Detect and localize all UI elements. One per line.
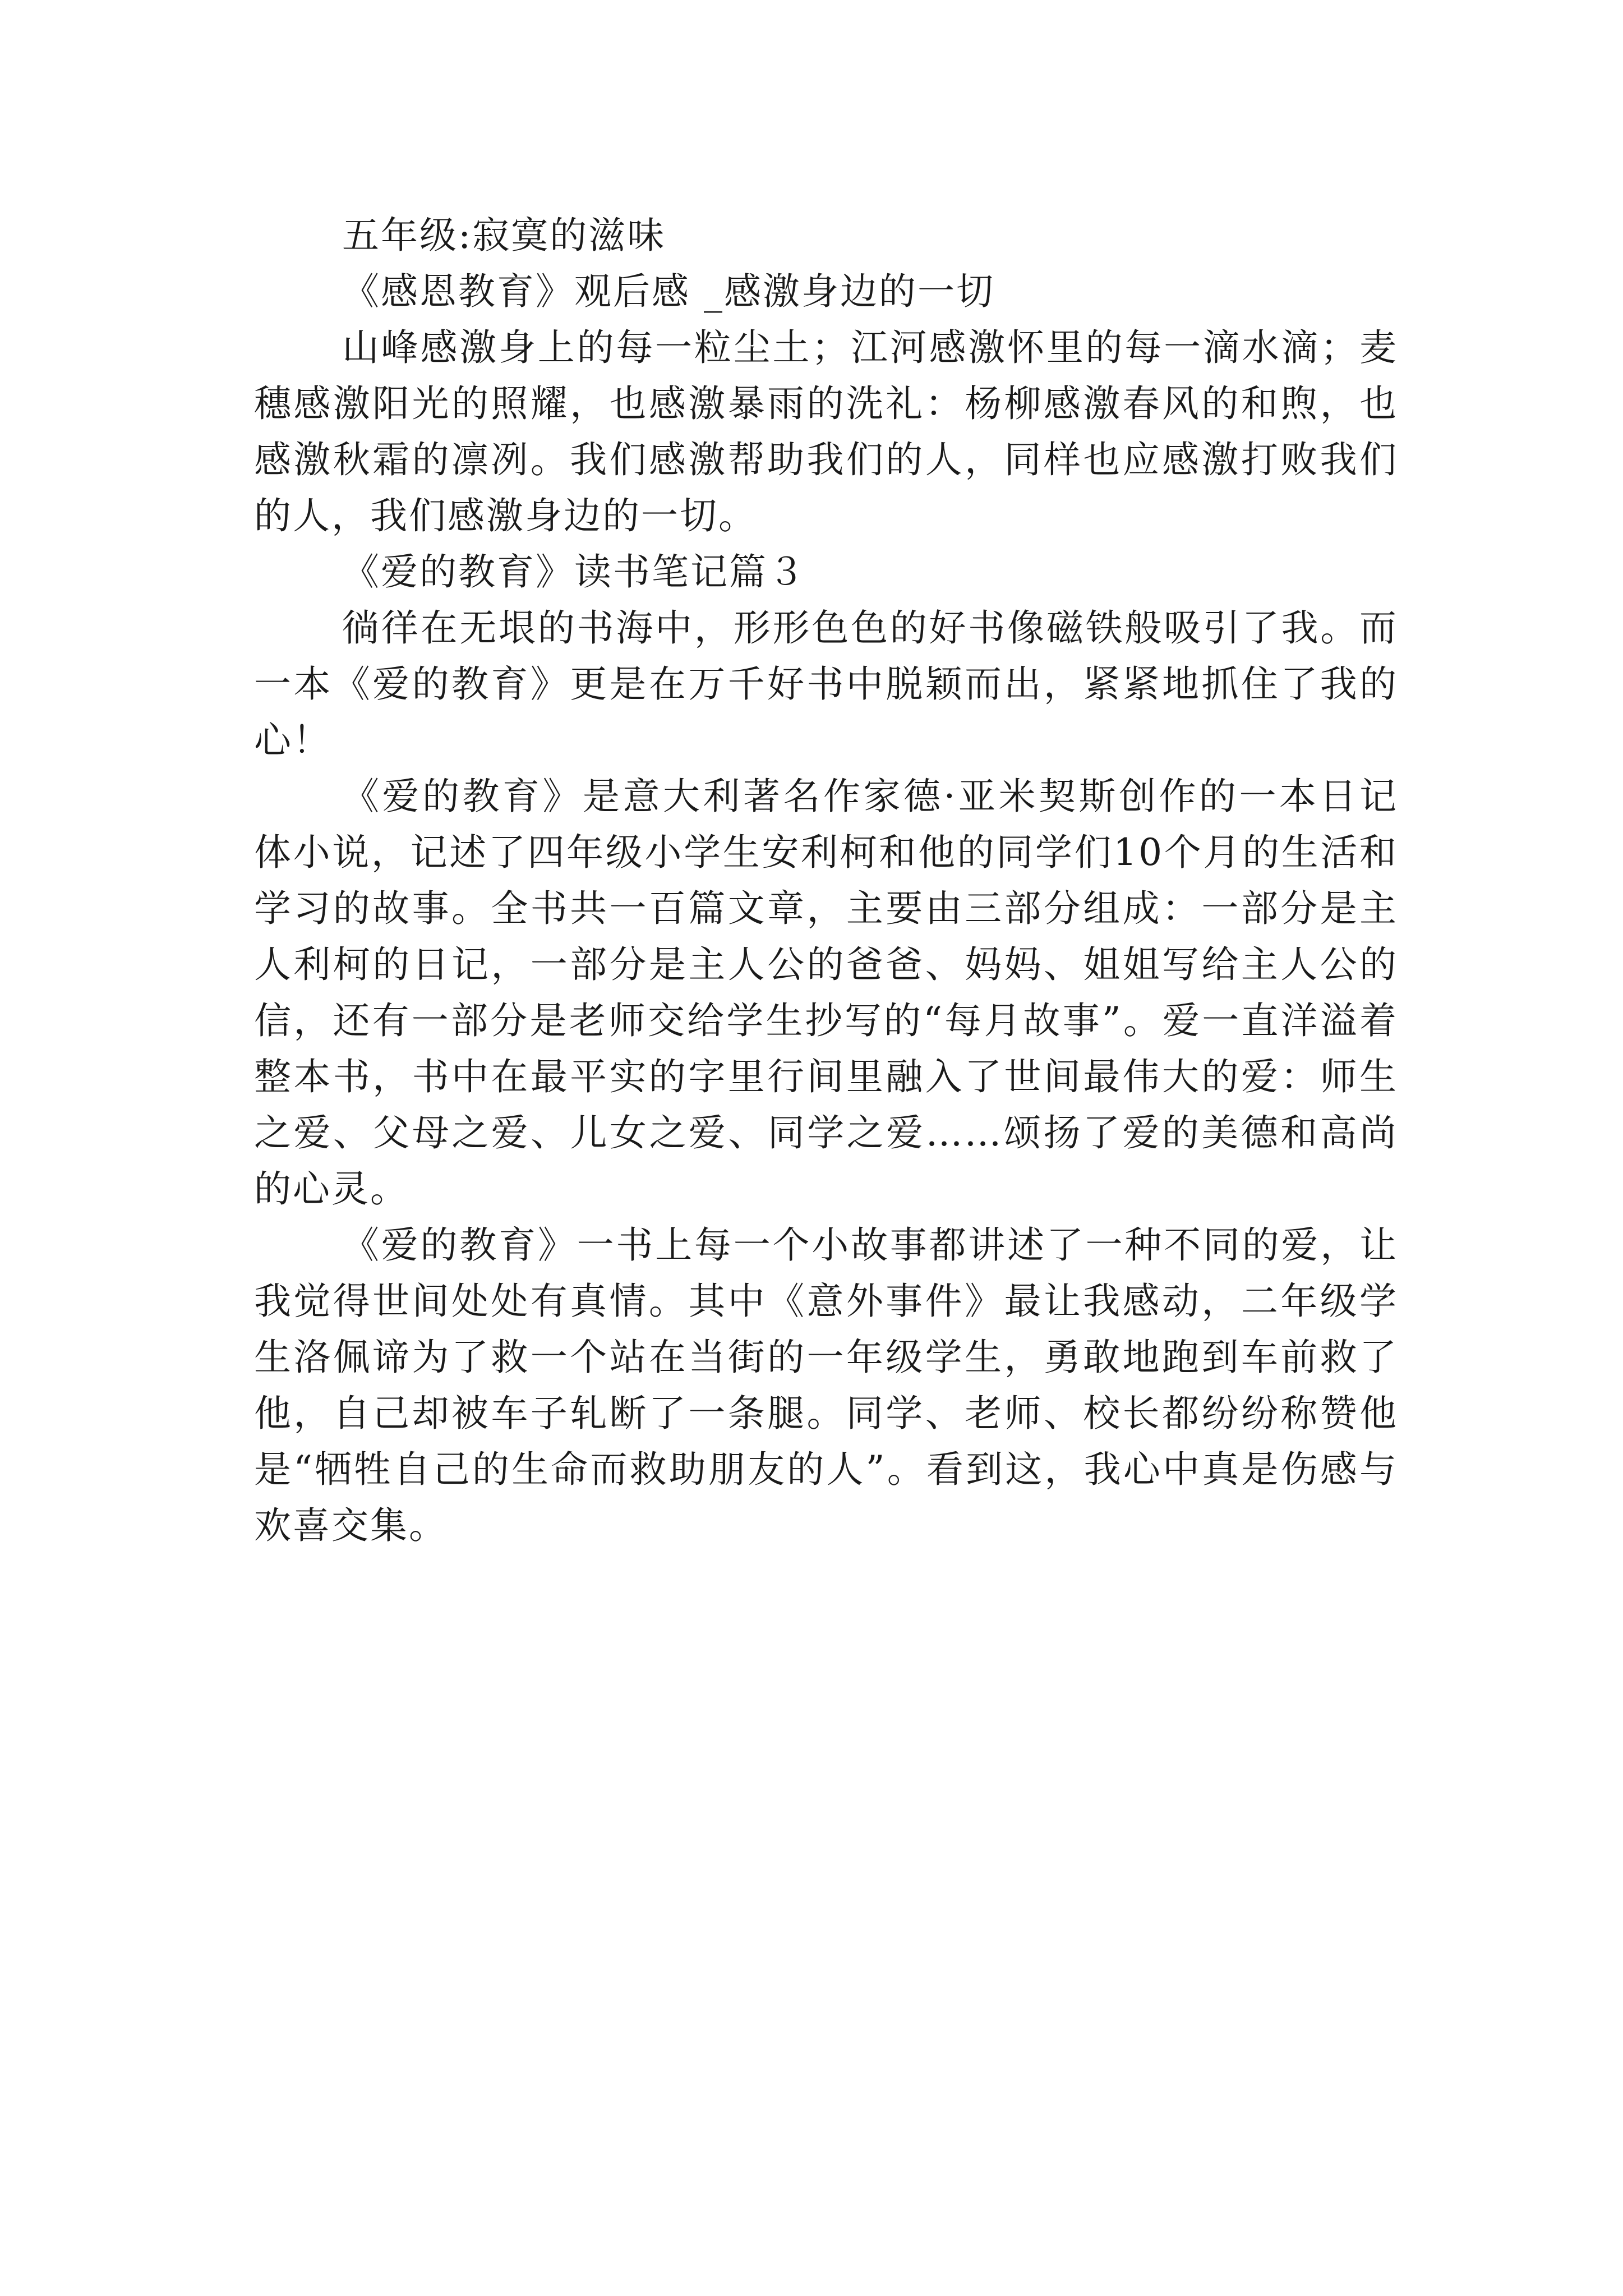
section-title: 《爱的教育》读书笔记篇３: [342, 550, 806, 593]
body-paragraph: 山峰感激身上的每一粒尘土；江河感激怀里的每一滴水滴；麦穗感激阳光的照耀，也感激暴雨的洗礼：杨柳感激春风的和煦，也感激秋霜的凛冽。我们感激帮助我们的人，同样也应感激打败我们的人，我们感激身边的一切。: [254, 326, 1398, 537]
body-paragraph: 《爱的教育》是意大利著名作家德·亚米契斯创作的一本日记体小说，记述了四年级小学生安利柯和他的同学们10个月的生活和学习的故事。全书共一百篇文章，主要由三部分组成：一部分是主人利柯的日记，一部分是主人公的爸爸、妈妈、姐姐写给主人公的信，还有一部分是老师交给学生抄写的“每月故事”。爱一直洋溢着整本书，书中在最平实的字里行间里融入了世间最伟大的爱：师生之爱、父母之爱、儿女之爱、同学之爱……颂扬了爱的美德和高尚的心灵。: [254, 775, 1398, 1211]
subtitle-line: 五年级:寂寞的滋味: [342, 214, 666, 257]
body-paragraph: 徜徉在无垠的书海中，形形色色的好书像磁铁般吸引了我。而一本《爱的教育》更是在万千好书中脱颖而出，紧紧地抓住了我的心！: [254, 606, 1398, 762]
document-body: [254, 208, 1398, 1554]
body-paragraph: 《爱的教育》一书上每一个小故事都讲述了一种不同的爱，让我觉得世间处处有真情。其中《意外事件》最让我感动，二年级学生洛佩谛为了救一个站在当街的一年级学生，勇敢地跑到车前救了他，自己却被车子轧断了一条腿。同学、老师、校长都纷纷称赞他是“牺牲自己的生命而救助朋友的人”。看到这，我心中真是伤感与欢喜交集。: [254, 1223, 1398, 1547]
section-title: 《感恩教育》观后感 _感激身边的一切: [342, 270, 995, 313]
